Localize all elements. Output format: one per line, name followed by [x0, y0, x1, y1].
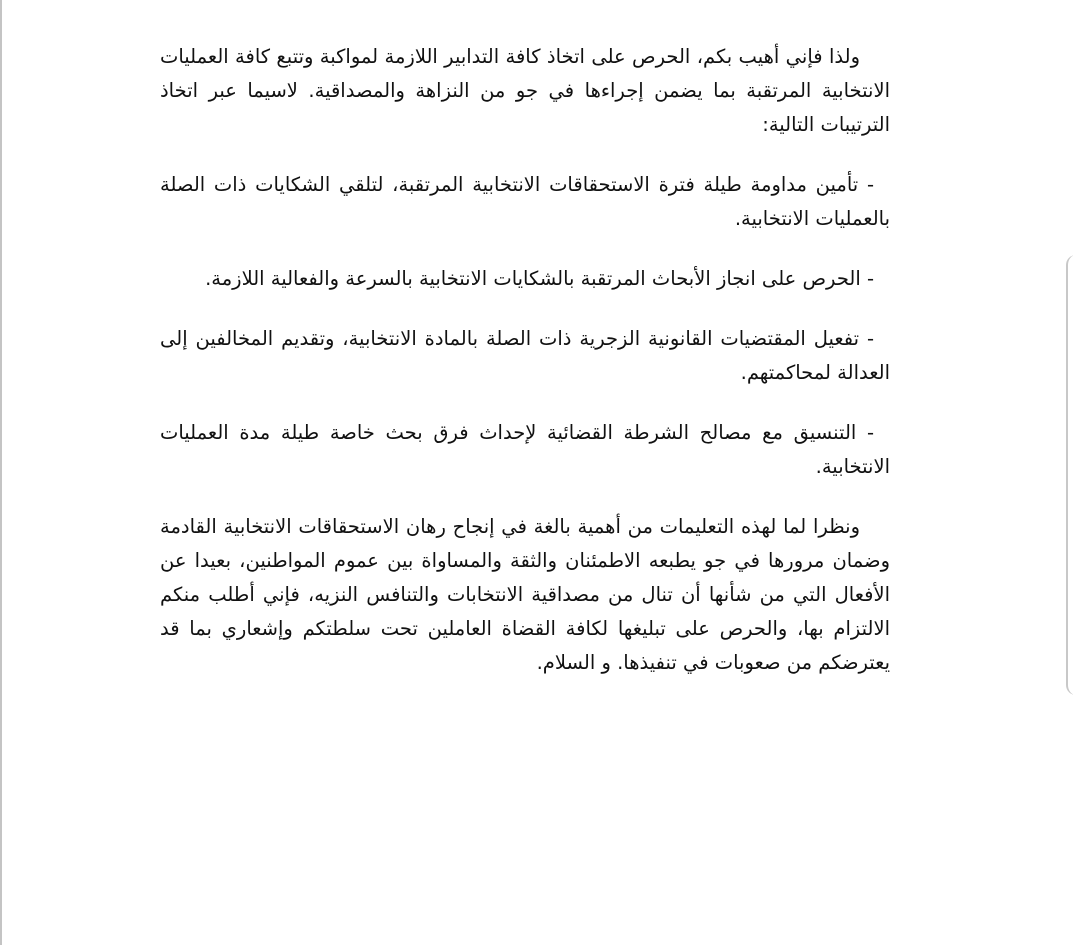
page-left-border — [0, 0, 2, 945]
bullet-item-hotline: - تأمين مداومة طيلة فترة الاستحقاقات الانتخابية المرتقبة، لتلقي الشكايات ذات الصلة بالعمليات الانتخابية. — [160, 173, 890, 230]
bullet-item-legal-enforcement: - تفعيل المقتضيات القانونية الزجرية ذات الصلة بالمادة الانتخابية، وتقديم المخالفين إلى العدالة لمحاكمتهم. — [160, 327, 890, 384]
page-scroll-handle[interactable] — [1066, 255, 1073, 695]
paragraph-intro: ولذا فإني أهيب بكم، الحرص على اتخاذ كافة التدابير اللازمة لمواكبة وتتبع كافة العمليات الانتخابية المرتقبة بما يضمن إجراءها في جو من النزاهة والمصداقية. لاسيما عبر اتخاذ الترتيبات التالية: — [160, 45, 890, 136]
bullet-item-police-coordination: - التنسيق مع مصالح الشرطة القضائية لإحداث فرق بحث خاصة طيلة مدة العمليات الانتخابية. — [160, 421, 890, 478]
bullet-item-investigations: - الحرص على انجاز الأبحاث المرتقبة بالشكايات الانتخابية بالسرعة والفعالية اللازمة. — [205, 267, 874, 290]
paragraph-closing: ونظرا لما لهذه التعليمات من أهمية بالغة في إنجاح رهان الاستحقاقات الانتخابية القادمة وضمان مرورها في جو يطبعه الاطمئنان والثقة والمساواة بين عموم المواطنين، بعيدا عن الأفعال التي من شأنها أن تنال من مصداقية الانتخابات والتنافس النزيه، فإني أطلب منكم الالتزام بها، والحرص على تبليغها لكافة القضاة العاملين تحت سلطتكم وإشعاري بما قد يعترضكم من صعوبات في تنفيذها. و السلام. — [160, 515, 890, 674]
document-body — [160, 40, 890, 706]
